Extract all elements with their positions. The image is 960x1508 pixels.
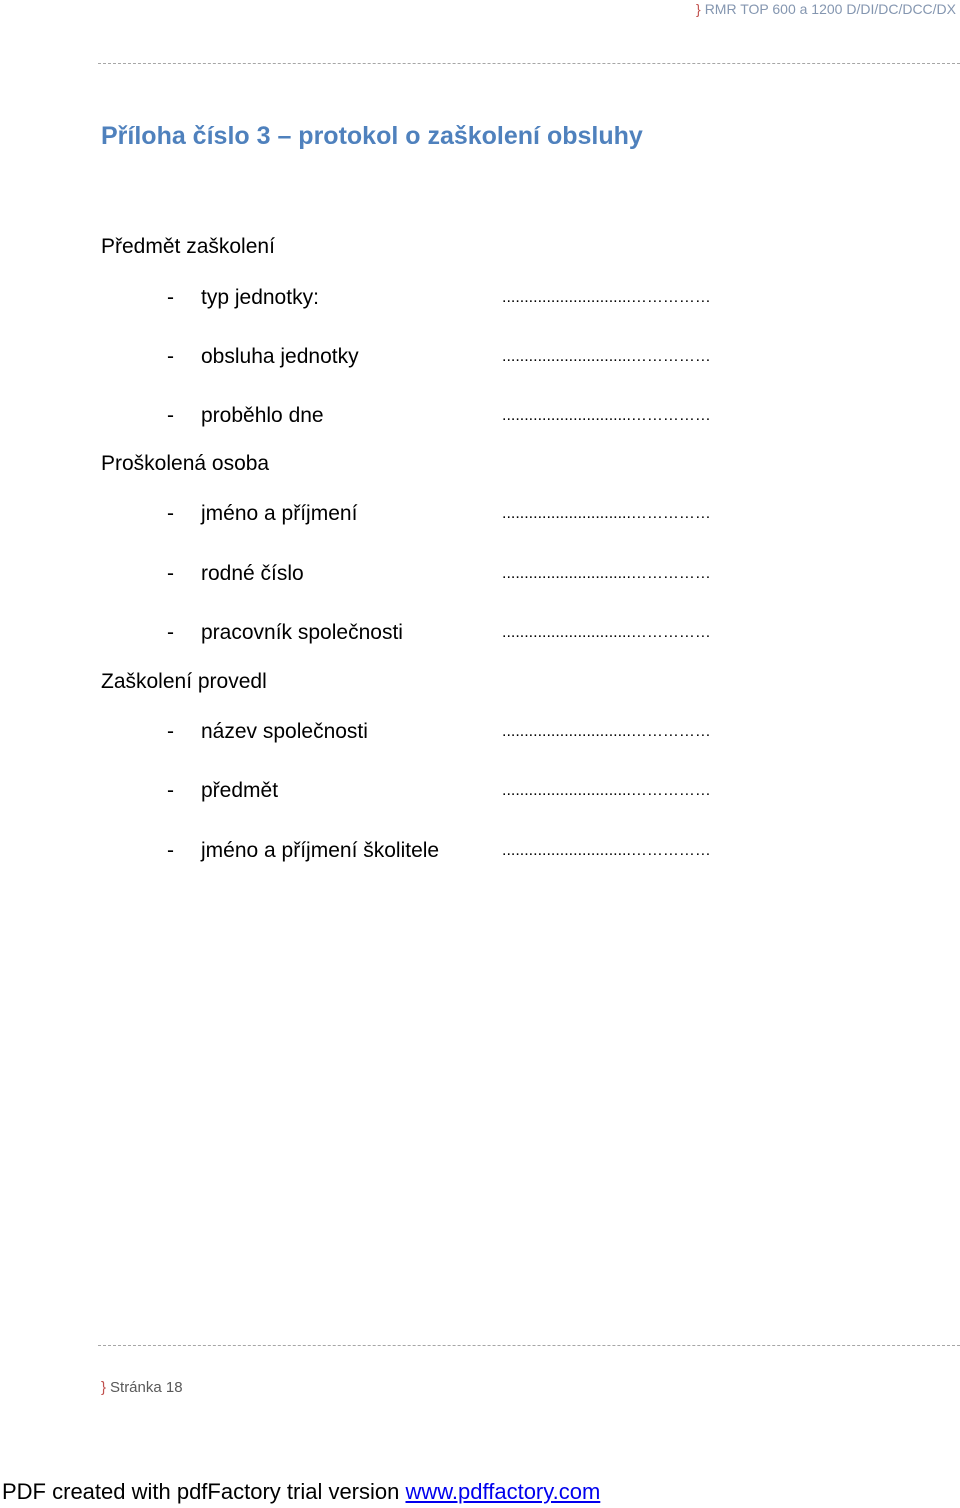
field-label: název společnosti: [201, 720, 368, 743]
page-label: Stránka 18: [110, 1379, 183, 1396]
pdf-trial-note: [2, 1478, 600, 1506]
form-row: [0, 344, 960, 370]
list-dash: -: [167, 286, 174, 309]
field-label: předmět: [201, 779, 279, 802]
form-row: [0, 620, 960, 646]
fill-in-line: .............................……………: [502, 407, 711, 424]
footer-divider: [98, 1345, 960, 1346]
list-dash: -: [167, 779, 174, 802]
form-row: [0, 403, 960, 429]
footer-brace: }: [101, 1379, 107, 1396]
fill-in-line: .............................……………: [502, 723, 711, 740]
list-dash: -: [167, 839, 174, 862]
pdffactory-link[interactable]: www.pdffactory.com: [405, 1479, 601, 1504]
section-heading: Předmět zaškolení: [101, 235, 275, 258]
list-dash: -: [167, 502, 174, 525]
form-row: [0, 561, 960, 587]
header-brace: }: [696, 1, 701, 17]
running-header: [696, 0, 956, 18]
field-label: jméno a příjmení školitele: [201, 839, 440, 862]
form-row: [0, 719, 960, 745]
fill-in-line: .............................……………: [502, 289, 711, 306]
field-label: rodné číslo: [201, 562, 304, 585]
fill-in-line: .............................……………: [502, 505, 711, 522]
fill-in-line: .............................……………: [502, 565, 711, 582]
header-title: RMR TOP 600 a 1200 D/DI/DC/DCC/DX: [704, 1, 956, 17]
list-dash: -: [167, 345, 174, 368]
field-label: jméno a příjmení: [201, 502, 358, 525]
list-dash: -: [167, 621, 174, 644]
fill-in-line: .............................……………: [502, 624, 711, 641]
form-row: [0, 838, 960, 864]
page-number: [101, 1379, 183, 1397]
page-title: Příloha číslo 3 – protokol o zaškolení obsluhy: [101, 122, 643, 150]
list-dash: -: [167, 404, 174, 427]
form-row: [0, 285, 960, 311]
list-dash: -: [167, 720, 174, 743]
pdf-note-text: PDF created with pdfFactory trial version: [2, 1479, 406, 1504]
header-divider: [98, 63, 960, 64]
field-label: proběhlo dne: [201, 404, 324, 427]
form-row: [0, 778, 960, 804]
field-label: pracovník společnosti: [201, 621, 403, 644]
list-dash: -: [167, 562, 174, 585]
fill-in-line: .............................……………: [502, 842, 711, 859]
form-row: [0, 501, 960, 527]
fill-in-line: .............................……………: [502, 348, 711, 365]
field-label: obsluha jednotky: [201, 345, 359, 368]
field-label: typ jednotky:: [201, 286, 319, 309]
section-heading: Zaškolení provedl: [101, 670, 267, 693]
section-heading: Proškolená osoba: [101, 452, 270, 475]
fill-in-line: .............................……………: [502, 782, 711, 799]
